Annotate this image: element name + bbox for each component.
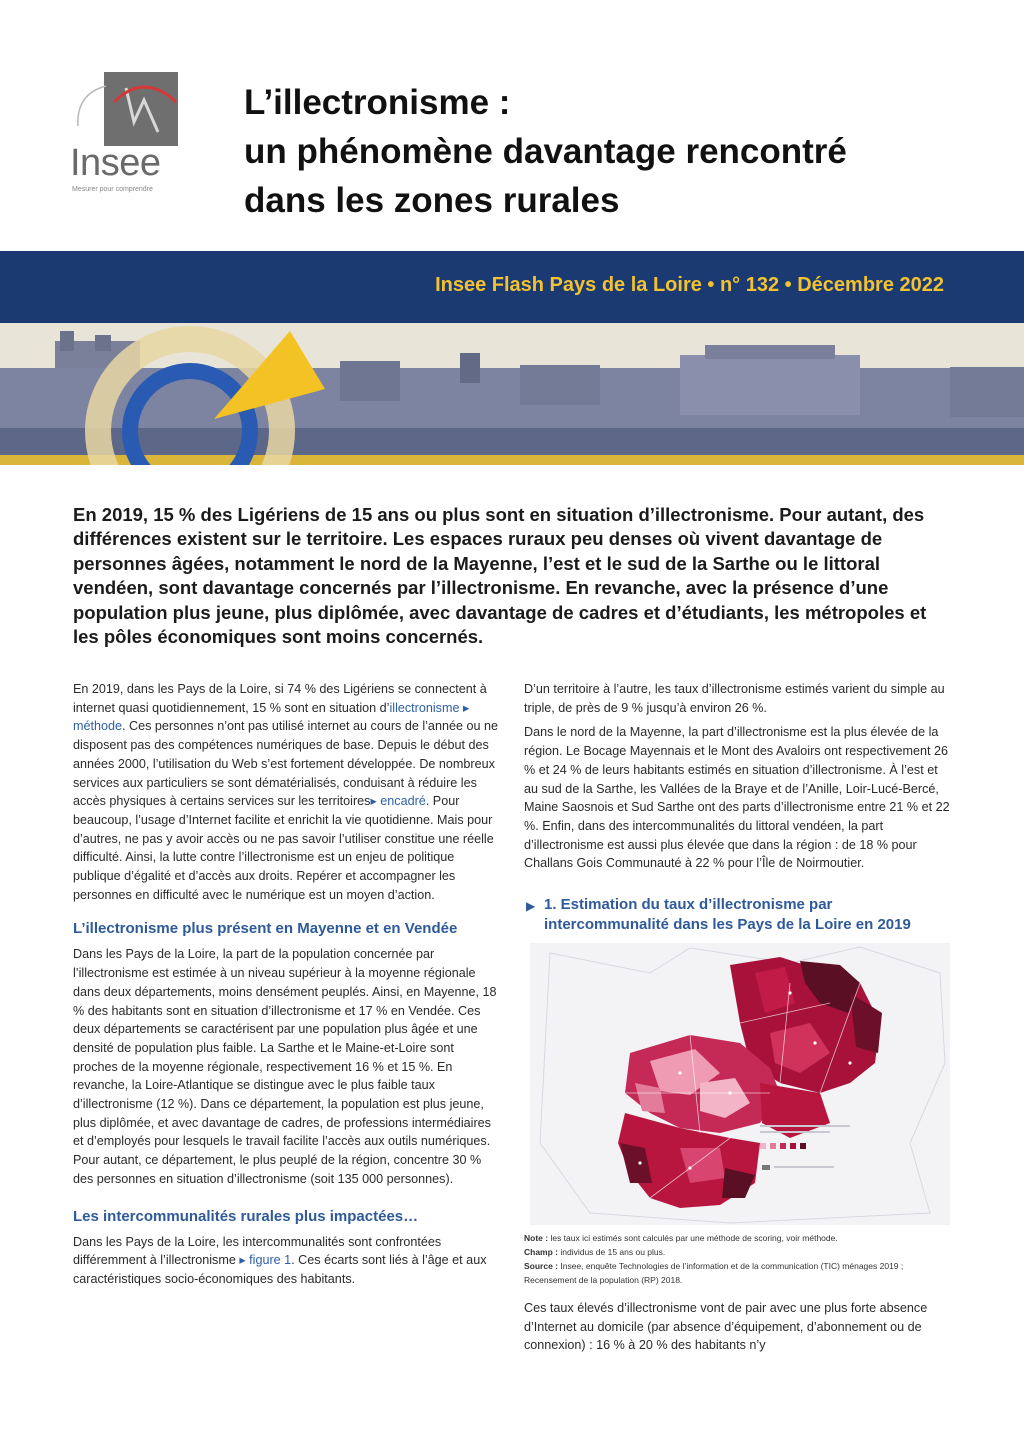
- logo-swoosh-icon: [70, 80, 110, 130]
- page-title: [244, 78, 984, 225]
- text-run: En 2019, dans les Pays de la Loire, si 74 % des Ligériens se connectent à internet quasi quotidiennement, 15 % sont en situation d’: [73, 682, 487, 715]
- source-line: [524, 1259, 954, 1287]
- intro-paragraph: [73, 680, 501, 904]
- cityscape-banner: [0, 323, 1024, 465]
- region-map: [530, 943, 950, 1225]
- title-line: un phénomène davantage rencontré: [244, 132, 847, 171]
- methode-link[interactable]: illectronisme ▸ méthode: [73, 700, 470, 734]
- text-run: . Pour beaucoup, l’usage d’Internet facilite et enrichit la vie quotidienne. Mais pour d’autres, ne pas y avoir accès ou ne pas savoir l’utiliser constitue une réelle difficulté. Ainsi, la lutte contre l’illectronisme est un enjeu de politique publique d’égalité et d’accès aux droits. Repérer et accompagner les personnes en difficulté avec le numérique est un moyen d’action.: [73, 794, 494, 902]
- text-run: . Ces personnes n’ont pas utilisé internet au cours de l’année ou ne disposent pas des compétences numériques de base. Depuis le début des années 2000, l’utilisation du Web s’est fortement développée. De nombreux services aux particuliers se sont dématérialisés, conduisant à réduire les accès physiques à certains services sur les territoires: [73, 719, 498, 809]
- note-text: les taux ici estimés sont calculés par une méthode de scoring, voir méthode.: [548, 1233, 838, 1244]
- left-column: [73, 680, 501, 1289]
- body-paragraph: Dans les Pays de la Loire, la part de la population concernée par l’illectronisme est estimée à un niveau supérieur à la moyenne régionale dans deux départements, moins densément peuplés. Ainsi, en Mayenne, 18 % des habitants sont en situation d’illectronisme et 17 % en Vendée. Ces deux départements se caractérisent par une population plus âgée et une densité de population plus faible. La Sarthe et le Maine-et-Loire sont proches de la moyenne régionale, respectivement 16 % et 15 %. En revanche, la Loire-Atlantique se distingue avec le plus faible taux d’illectronisme (12 %). Dans ce département, la population est plus jeune, plus diplômée, et avec davantage de cadres, de professions intermédiaires et d’employés pour lesquels le travail facilite l’accès aux outils numériques. Pour autant, ce département, le plus peuplé de la région, concentre 30 % des personnes en situation d’illectronisme (soit 135 000 personnes).: [73, 947, 497, 1186]
- figure-title-text: 1. Estimation du taux d’illectronisme par intercommunalité dans les Pays de la Loire en 2019: [544, 896, 911, 934]
- right-column: [524, 680, 954, 1355]
- logo-mark-icon: [104, 72, 178, 146]
- insee-logo: [70, 70, 182, 198]
- body-paragraph: Ces taux élevés d’illectronisme vont de pair avec une plus forte absence d’Internet au domicile (par absence d’équipement, d’abonnement ou de connexion) : 16 % à 20 % des habitants n’y: [524, 1301, 928, 1353]
- body-paragraph: [73, 1233, 501, 1289]
- figure-title: [524, 895, 954, 935]
- figure-notes: [524, 1231, 954, 1287]
- logo-word: Insee: [70, 142, 161, 184]
- champ-line: [524, 1245, 954, 1259]
- text-run: . Ces écarts sont liés à l’âge et aux caractéristiques socio-économiques des habitants.: [73, 1253, 487, 1286]
- logo-mark: [104, 72, 178, 146]
- series-band: [0, 251, 1024, 323]
- text-run: Dans les Pays de la Loire, les intercommunalités sont confrontées différemment à l’illectronisme: [73, 1234, 442, 1268]
- series-label: Insee Flash Pays de la Loire • n° 132 • Décembre 2022: [435, 274, 944, 296]
- title-line: L’illectronisme :: [244, 83, 511, 122]
- body-paragraph: D’un territoire à l’autre, les taux d’illectronisme estimés varient du simple au triple, de près de 9 % jusqu’à environ 26 %.: [524, 682, 945, 715]
- note-line: [524, 1231, 954, 1245]
- champ-label: Champ :: [524, 1247, 558, 1258]
- cityscape-illustration: [0, 323, 1024, 465]
- title-line: dans les zones rurales: [244, 181, 620, 220]
- triangle-icon: ▶: [526, 899, 536, 914]
- champ-text: individus de 15 ans ou plus.: [558, 1247, 666, 1258]
- figure-link[interactable]: ▸ figure 1: [235, 1253, 292, 1268]
- note-label: Note :: [524, 1233, 549, 1244]
- logo-tagline: Mesurer pour comprendre: [72, 186, 153, 193]
- choropleth-map: [530, 943, 950, 1225]
- source-label: Source :: [524, 1261, 559, 1272]
- body-paragraph: Dans le nord de la Mayenne, la part d’illectronisme est la plus élevée de la région. Le Bocage Mayennais et le Mont des Avaloirs ont respectivement 26 % et 24 % de leurs habitants estimés en situation d’illectronisme. À l’est et au sud de la Sarthe, les Vallées de la Braye et de l’Anille, Loir-Lucé-Bercé, Maine Saosnois et Sud Sarthe ont des parts d’illectronisme entre 21 % et 22 %. Enfin, dans des intercommunalités du littoral vendéen, la part d’illectronisme est aussi plus élevée que dans la région : de 18 % pour Challans Gois Communauté à 22 % pour l’Île de Noirmoutier.: [524, 725, 950, 871]
- lead-paragraph: En 2019, 15 % des Ligériens de 15 ans ou plus sont en situation d’illectronisme. Pour autant, des différences existent sur le territoire. Les espaces ruraux peu denses où vivent davantage de personnes âgées, notamment le nord de la Mayenne, l’est et le sud de la Sarthe ou le littoral vendéen, sont davantage concernés par l’illectronisme. En revanche, avec la présence d’une population plus jeune, plus diplômée, avec davantage de cadres et d’étudiants, les métropoles et les pôles économiques sont moins concernés.: [73, 504, 927, 648]
- encadre-link[interactable]: ▸ encadré: [370, 794, 426, 809]
- section-heading: L’illectronisme plus présent en Mayenne et en Vendée: [73, 920, 458, 938]
- source-text: Insee, enquête Technologies de l’information et de la communication (TIC) ménages 2019 ; Recensement de la population (RP) 2018.: [524, 1261, 904, 1286]
- section-heading: Les intercommunalités rurales plus impactées…: [73, 1207, 419, 1225]
